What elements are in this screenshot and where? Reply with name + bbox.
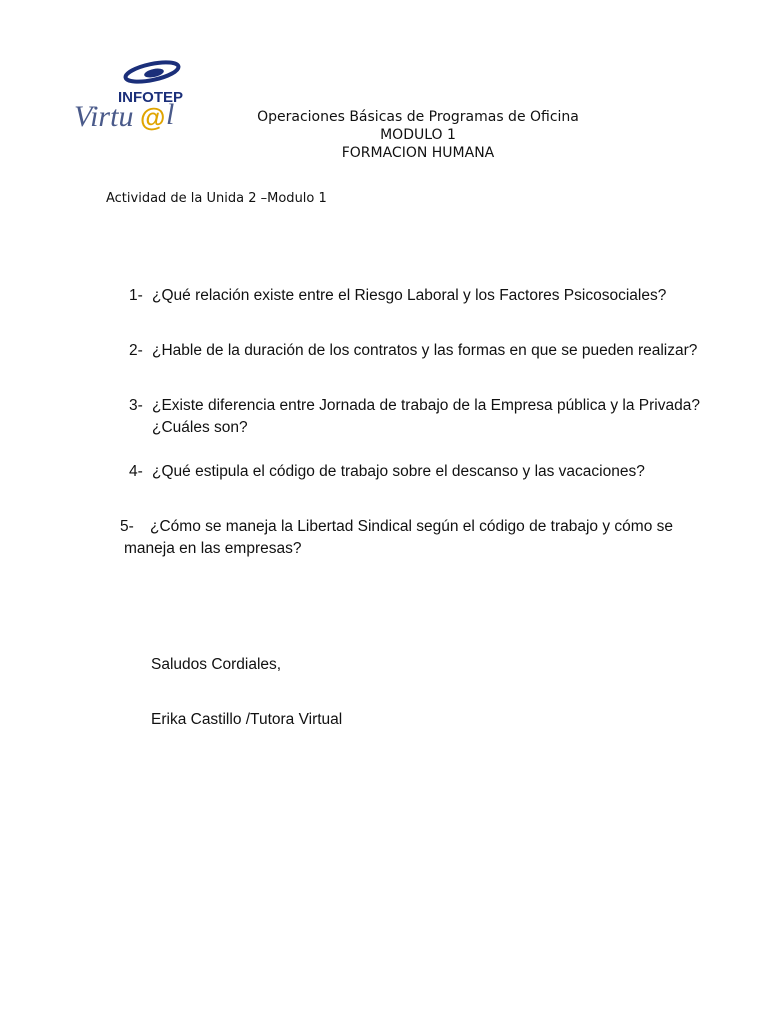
question-text: ¿Qué estipula el código de trabajo sobre el descanso y las vacaciones? [152,463,645,480]
question-text-continued: maneja en las empresas? [124,540,302,557]
logo-brand-text: INFOTEP [118,89,184,106]
activity-title: Actividad de la Unida 2 –Modulo 1 [106,191,327,206]
question-number: 4- [129,463,143,480]
question-number: 2- [129,342,143,359]
module-title: MODULO 1 [380,127,456,143]
logo-script-text: Virtu [74,100,134,132]
question-text: ¿Hable de la duración de los contratos y las formas en que se pueden realizar? [152,342,698,359]
logo-script-tail: l [166,98,175,131]
question-number: 1- [129,287,143,304]
signature: Erika Castillo /Tutora Virtual [151,711,343,728]
question-number: 3- [129,397,143,414]
logo-at-sign: @ [140,102,166,132]
question-text: ¿Existe diferencia entre Jornada de trabajo de la Empresa pública y la Privada? [152,397,700,414]
course-title: Operaciones Básicas de Programas de Oficina [257,109,579,125]
question-text: ¿Qué relación existe entre el Riesgo Laboral y los Factores Psicosociales? [152,287,667,304]
subject-title: FORMACION HUMANA [341,145,495,161]
question-text: ¿Cómo se maneja la Libertad Sindical según el código de trabajo y cómo se [150,518,673,535]
closing-greeting: Saludos Cordiales, [151,656,282,673]
question-number: 5- [120,518,134,535]
question-text-continued: ¿Cuáles son? [152,419,248,436]
document-header [0,108,768,162]
